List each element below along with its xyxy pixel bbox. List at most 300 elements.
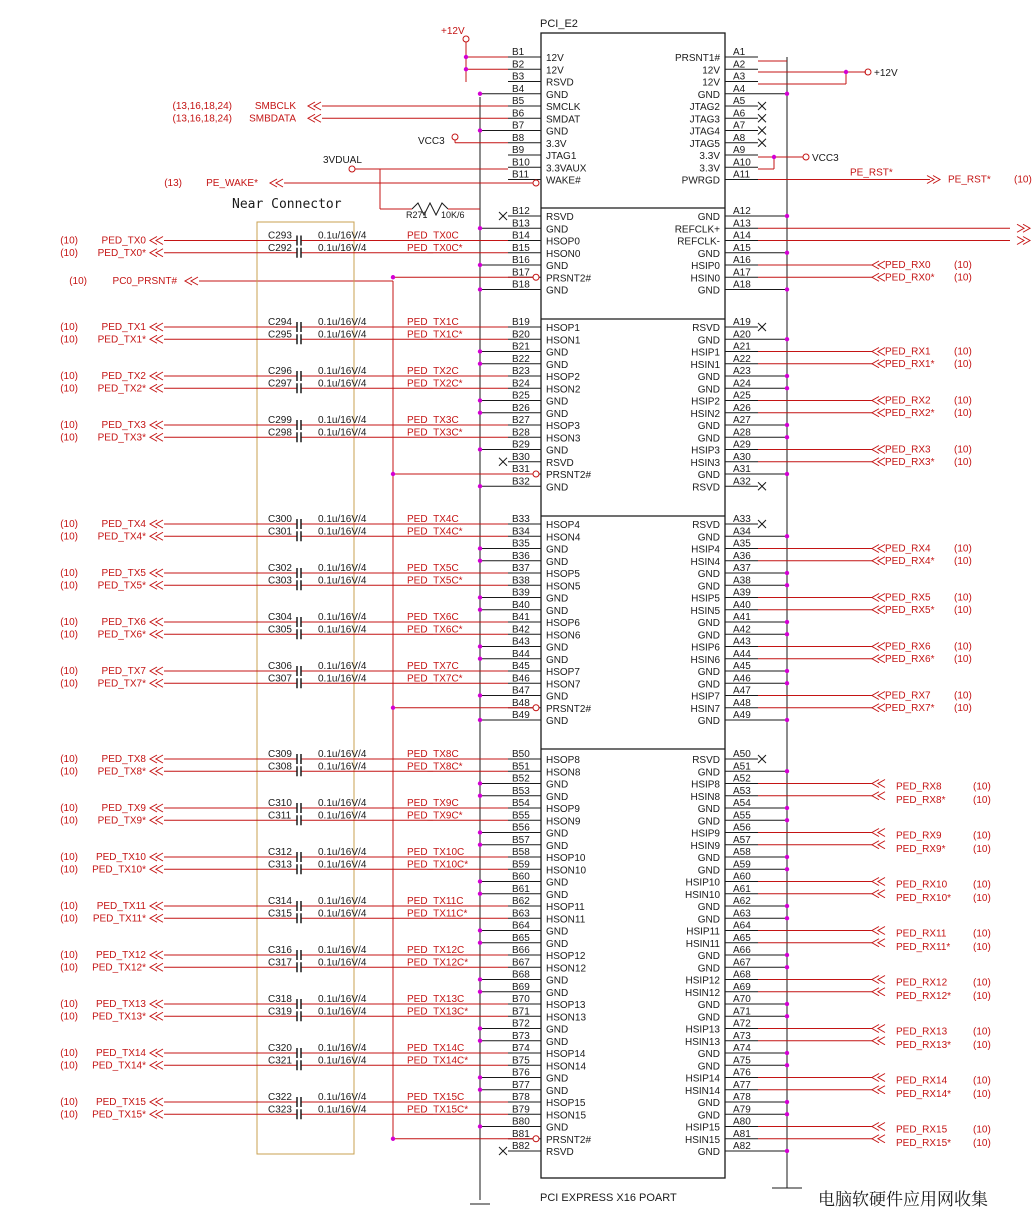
pin-number-b37: B37 [512, 563, 530, 574]
pin-number-a38: A38 [733, 575, 751, 587]
junction-dot [478, 718, 482, 722]
tx-net: PED_TX9* [97, 815, 146, 827]
tx-arrow [156, 667, 163, 675]
capacitor-value: 0.1u/16V/4 [318, 957, 367, 969]
pin-name-b29: GND [546, 445, 569, 457]
signal-ref: (10) [1014, 174, 1032, 186]
pin-number-b16: B16 [512, 255, 530, 266]
pin-name-b33: HSOP4 [546, 520, 580, 531]
pin-number-a66: A66 [733, 945, 751, 956]
pin-number-b64: B64 [512, 920, 530, 932]
pin-name-a68: HSIP12 [685, 975, 720, 987]
capacitor-ref: C292 [268, 242, 292, 254]
pin-name-b68: GND [546, 975, 569, 987]
pin-number-a20: A20 [733, 329, 751, 341]
pin-number-b21: B21 [512, 341, 530, 353]
pin-number-a82: A82 [733, 1141, 751, 1152]
rx-net: PED_RX9 [896, 830, 942, 842]
wake-bubble [533, 180, 539, 186]
junction-dot [478, 644, 482, 648]
pin-number-b76: B76 [512, 1067, 530, 1079]
pin-name-a47: HSIP7 [691, 691, 720, 703]
pin-name-a26: HSIN2 [690, 408, 720, 420]
capacitor-value: 0.1u/16V/4 [318, 908, 367, 920]
pin-name-b51: HSON8 [546, 767, 581, 779]
signal-ref: (10) [973, 843, 991, 855]
signal-ref: (13) [164, 178, 182, 189]
signal-ref: (10) [973, 1088, 991, 1100]
pin-number-b54: B54 [512, 798, 530, 809]
junction-dot [785, 374, 789, 378]
capacitor-ref: C311 [268, 810, 292, 822]
rx-net: PED_RX11* [896, 941, 951, 953]
rx-arrow [878, 606, 885, 614]
tx-arrow [156, 804, 163, 812]
pin-name-b80: GND [546, 1122, 569, 1134]
pin-number-b68: B68 [512, 969, 530, 981]
capacitor-value: 0.1u/16V/4 [318, 761, 367, 773]
junction-dot [478, 1124, 482, 1128]
tx-coupled-net: PED_TX8C [407, 749, 459, 760]
pin-number-a81: A81 [733, 1128, 751, 1140]
pin-number-b73: B73 [512, 1030, 530, 1042]
tx-coupled-net: PED_TX2C [407, 366, 459, 377]
prsnt-arrow [191, 277, 198, 285]
pin-name-b70: HSOP13 [546, 1000, 586, 1011]
junction-dot [478, 693, 482, 697]
pin-name-a32: RSVD [692, 482, 720, 494]
rx-net: PED_RX7* [885, 702, 935, 714]
pin-name-b58: HSOP10 [546, 853, 586, 864]
tx-coupled-net: PED_TX6C* [407, 624, 463, 636]
pin-number-a61: A61 [733, 883, 751, 895]
plus12v-label-right: +12V [874, 68, 898, 79]
capacitor-value: 0.1u/16V/4 [318, 1043, 367, 1054]
pin-name-b7: GND [546, 126, 569, 138]
rx-arrow [878, 1135, 885, 1143]
junction-dot [785, 1002, 789, 1006]
tx-coupled-net: PED_TX4C [407, 514, 459, 525]
pin-number-a52: A52 [733, 773, 751, 785]
pin-name-b48: PRSNT2# [546, 703, 592, 715]
pin-name-b74: HSOP14 [546, 1049, 586, 1060]
connector-footer: PCI EXPRESS X16 POART [540, 1192, 677, 1204]
signal-ref: (10) [973, 1039, 991, 1051]
pin-number-b75: B75 [512, 1055, 530, 1067]
tx-net: PED_TX0* [97, 247, 146, 259]
pin-number-a54: A54 [733, 798, 751, 809]
rx-arrow [878, 976, 885, 984]
capacitor-value: 0.1u/16V/4 [318, 1104, 367, 1116]
rx-arrow [878, 829, 885, 837]
pin-number-a78: A78 [733, 1092, 751, 1103]
tx-arrow [156, 902, 163, 910]
signal-ref: (10) [60, 815, 78, 827]
junction-dot [478, 1026, 482, 1030]
pin-name-a31: GND [697, 470, 720, 481]
pin-number-a31: A31 [733, 464, 751, 475]
junction-dot [478, 781, 482, 785]
tx-net: PED_TX11* [92, 913, 146, 925]
pin-number-b70: B70 [512, 994, 530, 1005]
rx-arrow [878, 1037, 885, 1045]
signal-ref: (10) [973, 892, 991, 904]
pin-name-b79: HSON15 [546, 1110, 587, 1122]
capacitor-ref: C308 [268, 761, 292, 773]
wake-arrow [276, 179, 283, 187]
pin-name-a23: GND [697, 372, 720, 383]
tx-coupled-net: PED_TX15C [407, 1092, 465, 1103]
capacitor-value: 0.1u/16V/4 [318, 624, 367, 636]
rx-arrow [878, 1123, 885, 1131]
junction-dot [478, 830, 482, 834]
pin-name-b34: HSON4 [546, 532, 581, 544]
pin-number-b6: B6 [512, 108, 525, 120]
smbus-arrow [314, 114, 321, 122]
pin-name-a22: HSIN1 [690, 359, 720, 371]
pin-name-a11: PWRGD [681, 175, 720, 187]
pin-number-b53: B53 [512, 785, 530, 797]
pin-number-a21: A21 [733, 341, 751, 353]
capacitor-value: 0.1u/16V/4 [318, 242, 367, 254]
signal-ref: (10) [60, 666, 78, 677]
tx-coupled-net: PED_TX3C [407, 415, 459, 426]
pin-name-b82: RSVD [546, 1147, 574, 1158]
pin-number-b31: B31 [512, 464, 530, 475]
pin-name-a4: GND [697, 89, 720, 101]
pin-number-b41: B41 [512, 612, 530, 623]
pin-number-b1: B1 [512, 47, 525, 58]
pin-number-b24: B24 [512, 378, 530, 390]
pin-number-a18: A18 [733, 279, 751, 291]
pin-name-a60: HSIP10 [685, 877, 720, 889]
junction-dot [785, 337, 789, 341]
signal-ref: (10) [973, 977, 991, 989]
capacitor-ref: C304 [268, 612, 292, 623]
tx-coupled-net: PED_TX12C [407, 945, 465, 956]
pin-name-b8: 3.3V [546, 138, 567, 150]
capacitor-ref: C295 [268, 329, 292, 341]
signal-ref: (10) [954, 456, 972, 468]
capacitor-value: 0.1u/16V/4 [318, 661, 367, 672]
pin-number-a74: A74 [733, 1043, 751, 1054]
junction-dot [478, 287, 482, 291]
rx-arrow [878, 841, 885, 849]
tx-net: PED_TX6 [101, 617, 146, 628]
pin-number-b74: B74 [512, 1043, 530, 1054]
signal-pc0-prsnt: PC0_PRSNT# [112, 276, 177, 287]
capacitor-value: 0.1u/16V/4 [318, 230, 367, 242]
capacitor-value: 0.1u/16V/4 [318, 798, 367, 809]
pin-name-a37: GND [697, 569, 720, 580]
pin-number-b44: B44 [512, 648, 530, 660]
pin-name-a10: 3.3V [699, 163, 720, 175]
tx-coupled-net: PED_TX15C* [407, 1104, 469, 1116]
tx-coupled-net: PED_TX10C* [407, 859, 469, 871]
tx-arrow [156, 1098, 163, 1106]
signal-ref: (10) [60, 766, 78, 778]
signal-ref: (10) [973, 1026, 991, 1038]
signal-ref: (10) [973, 794, 991, 806]
signal-ref: (10) [60, 901, 78, 912]
pin-name-b35: GND [546, 544, 569, 556]
pin-name-a82: GND [697, 1147, 720, 1158]
pin-name-b15: HSON0 [546, 248, 581, 260]
junction-dot [391, 275, 395, 279]
rx-net: PED_RX7 [885, 690, 931, 702]
pin-number-a32: A32 [733, 476, 751, 488]
junction-dot [478, 362, 482, 366]
pin-name-a80: HSIP15 [685, 1122, 720, 1134]
pin-name-b46: HSON7 [546, 679, 581, 691]
pin-number-a39: A39 [733, 587, 751, 599]
capacitor-value: 0.1u/16V/4 [318, 563, 367, 574]
tx-net: PED_TX13 [95, 999, 146, 1010]
3vdual-label: 3VDUAL [323, 155, 362, 166]
pin-number-b4: B4 [512, 83, 525, 95]
pin-name-b65: GND [546, 938, 569, 950]
plus12v-label-top: +12V [441, 26, 465, 37]
pin-number-b27: B27 [512, 415, 530, 426]
pin-number-b58: B58 [512, 847, 530, 858]
junction-dot [785, 435, 789, 439]
pin-number-a17: A17 [733, 267, 751, 279]
rx-net: PED_RX11 [896, 928, 947, 940]
watermark: 电脑软硬件应用网收集 [818, 1190, 988, 1209]
tx-coupled-net: PED_TX2C* [407, 378, 463, 390]
rx-net: PED_RX6* [885, 653, 935, 665]
tx-arrow [156, 237, 163, 245]
pin-number-b13: B13 [512, 218, 530, 230]
tx-net: PED_TX2* [97, 383, 146, 395]
pin-name-a42: GND [697, 630, 720, 642]
pin-number-a40: A40 [733, 599, 751, 611]
3vdual-terminal [349, 166, 355, 172]
signal-ref: (10) [973, 879, 991, 891]
pin-name-b60: GND [546, 877, 569, 889]
signal-ref: (10) [60, 617, 78, 628]
tx-arrow [156, 1012, 163, 1020]
tx-net: PED_TX5* [97, 580, 146, 592]
pin-name-b61: GND [546, 889, 569, 901]
junction-dot [785, 423, 789, 427]
rx-net: PED_RX14* [896, 1088, 952, 1100]
junction-dot [391, 706, 395, 710]
pin-name-b21: GND [546, 347, 569, 359]
tx-arrow [156, 1110, 163, 1118]
pin-number-a2: A2 [733, 59, 746, 71]
pin-number-a56: A56 [733, 822, 751, 834]
pin-number-a25: A25 [733, 390, 751, 402]
signal-ref: (10) [60, 754, 78, 765]
capacitor-ref: C301 [268, 526, 292, 538]
junction-dot [785, 1112, 789, 1116]
rx-net: PED_RX14 [896, 1075, 948, 1087]
pin-number-b59: B59 [512, 859, 530, 871]
signal-ref: (10) [973, 928, 991, 940]
pin-name-b78: HSOP15 [546, 1098, 586, 1109]
rx-arrow [878, 261, 885, 269]
pin-name-b10: 3.3VAUX [546, 163, 587, 175]
signal-ref: (10) [954, 543, 972, 555]
signal-ref: (10) [954, 272, 972, 284]
pin-number-a53: A53 [733, 785, 751, 797]
pin-number-b62: B62 [512, 896, 530, 907]
rx-arrow [878, 360, 885, 368]
pin-name-a28: GND [697, 433, 720, 445]
tx-net: PED_TX15* [92, 1109, 146, 1121]
tx-net: PED_TX14* [92, 1060, 146, 1072]
tx-net: PED_TX3* [97, 432, 146, 444]
junction-dot [478, 794, 482, 798]
capacitor-ref: C319 [268, 1006, 292, 1018]
pin-number-b19: B19 [512, 317, 530, 328]
rx-arrow [878, 927, 885, 935]
pin-number-a69: A69 [733, 981, 751, 993]
junction-dot [785, 214, 789, 218]
pin-number-b63: B63 [512, 908, 530, 920]
pin-name-b54: HSOP9 [546, 804, 580, 815]
rx-arrow [878, 878, 885, 886]
pin-number-a7: A7 [733, 120, 746, 132]
junction-dot [785, 806, 789, 810]
signal-ref: (10) [954, 702, 972, 714]
pin-number-b46: B46 [512, 673, 530, 685]
capacitor-ref: C306 [268, 661, 292, 672]
junction-dot [478, 263, 482, 267]
pin-number-b69: B69 [512, 981, 530, 993]
pin-name-a72: HSIP13 [685, 1024, 720, 1036]
pin-number-b81: B81 [512, 1128, 530, 1140]
capacitor-value: 0.1u/16V/4 [318, 896, 367, 907]
pin-number-b80: B80 [512, 1116, 530, 1128]
pin-number-b48: B48 [512, 697, 530, 709]
junction-dot [785, 953, 789, 957]
pin-name-a30: HSIN3 [690, 457, 720, 469]
tx-net: PED_TX2 [101, 371, 146, 382]
pin-name-b53: GND [546, 791, 569, 803]
vcc3-label-left: VCC3 [418, 136, 445, 147]
pin-name-b81: PRSNT2# [546, 1134, 592, 1146]
pin-number-b28: B28 [512, 427, 530, 439]
signal-ref: (10) [60, 531, 78, 543]
pin-number-b43: B43 [512, 636, 530, 648]
pin-number-b79: B79 [512, 1104, 530, 1116]
pin-name-a20: GND [697, 335, 720, 347]
pin-name-b26: GND [546, 408, 569, 420]
rx-net: PED_RX3* [885, 456, 935, 468]
pin-number-a63: A63 [733, 908, 751, 920]
tx-coupled-net: PED_TX1C [407, 317, 459, 328]
capacitor-ref: C294 [268, 317, 292, 328]
junction-dot [785, 534, 789, 538]
junction-dot [478, 1075, 482, 1079]
pin-name-b6: SMDAT [546, 114, 581, 126]
pin-number-b38: B38 [512, 575, 530, 587]
signal-ref: (10) [69, 276, 87, 287]
tx-net: PED_TX7* [97, 678, 146, 690]
pin-name-b71: HSON13 [546, 1012, 587, 1024]
signal-ref: (10) [973, 990, 991, 1002]
junction-dot [785, 1051, 789, 1055]
pin-name-a59: GND [697, 865, 720, 877]
tx-net: PED_TX5 [101, 568, 146, 579]
signal-ref: (10) [954, 260, 972, 271]
tx-arrow [156, 630, 163, 638]
refclk-arrow [1017, 224, 1024, 232]
pin-name-a15: GND [697, 248, 720, 260]
capacitor-ref: C318 [268, 994, 292, 1005]
rx-arrow [878, 446, 885, 454]
rx-net: PED_RX8 [896, 781, 942, 793]
pin-name-b19: HSOP1 [546, 323, 580, 334]
junction-dot [785, 472, 789, 476]
tx-arrow [156, 433, 163, 441]
capacitor-ref: C322 [268, 1092, 292, 1103]
tx-coupled-net: PED_TX14C* [407, 1055, 469, 1067]
pin-name-b45: HSOP7 [546, 667, 580, 678]
signal-ref: (10) [60, 913, 78, 925]
signal-ref: (10) [954, 358, 972, 370]
capacitor-value: 0.1u/16V/4 [318, 1092, 367, 1103]
capacitor-ref: C305 [268, 624, 292, 636]
tx-coupled-net: PED_TX7C* [407, 673, 463, 685]
junction-dot [785, 620, 789, 624]
tx-coupled-net: PED_TX13C [407, 994, 465, 1005]
pin-number-b5: B5 [512, 96, 525, 107]
pin-name-a25: HSIP2 [691, 396, 720, 408]
junction-dot [844, 70, 848, 74]
pin-number-b47: B47 [512, 685, 530, 697]
pin-name-a41: GND [697, 618, 720, 629]
pin-number-b60: B60 [512, 871, 530, 883]
capacitor-ref: C317 [268, 957, 292, 969]
capacitor-value: 0.1u/16V/4 [318, 847, 367, 858]
pin-number-b36: B36 [512, 550, 530, 562]
rx-net: PED_RX10 [896, 879, 948, 891]
pin-name-a74: GND [697, 1049, 720, 1060]
pin-name-b25: GND [546, 396, 569, 408]
junction-dot [785, 916, 789, 920]
pin-name-b50: HSOP8 [546, 755, 580, 766]
rx-arrow [878, 988, 885, 996]
junction-dot [785, 92, 789, 96]
rx-arrow [878, 397, 885, 405]
tx-net: PED_TX6* [97, 629, 146, 641]
capacitor-value: 0.1u/16V/4 [318, 575, 367, 587]
pin-name-a24: GND [697, 384, 720, 396]
tx-coupled-net: PED_TX12C* [407, 957, 469, 969]
pin-number-b52: B52 [512, 773, 530, 785]
pin-name-b14: HSOP0 [546, 236, 580, 248]
pin-number-a43: A43 [733, 636, 751, 648]
capacitor-value: 0.1u/16V/4 [318, 366, 367, 377]
pin-number-b7: B7 [512, 120, 525, 132]
pin-number-b78: B78 [512, 1092, 530, 1103]
junction-dot [478, 546, 482, 550]
pin-number-a73: A73 [733, 1030, 751, 1042]
pin-name-a34: GND [697, 532, 720, 544]
signal-ref: (10) [60, 803, 78, 814]
tx-arrow [156, 755, 163, 763]
rx-arrow [878, 939, 885, 947]
tx-arrow [156, 323, 163, 331]
capacitor-ref: C297 [268, 378, 292, 390]
junction-dot [785, 718, 789, 722]
signal-ref: (10) [60, 950, 78, 961]
pin-number-b8: B8 [512, 132, 525, 144]
pin-name-a81: HSIN15 [684, 1134, 720, 1146]
